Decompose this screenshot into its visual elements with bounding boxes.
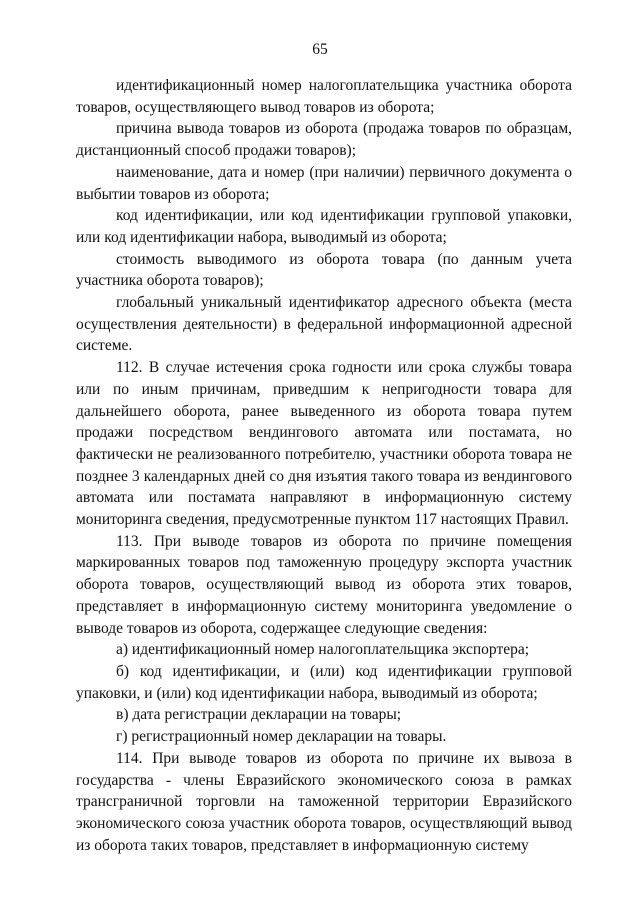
page-number: 65 [312,41,328,58]
document-body [76,75,572,856]
paragraph-withdrawal-reason: причина вывода товаров из оборота (продажа товаров по образцам, дистанционный способ продажи товаров); [76,120,572,160]
paragraph-primary-document: наименование, дата и номер (при наличии) первичного документа о выбытии товаров из оборота; [76,163,572,203]
paragraph-clause-113: 113. При выводе товаров из оборота по причине помещения маркированных товаров под таможенную процедуру экспорта участник оборота товаров, осуществляющий вывод из оборота этих товаров, представляет в информационную систему мониторинга уведомление о выводе товаров из оборота, содержащее следующие сведения: [76,532,572,637]
paragraph-global-identifier: глобальный уникальный идентификатор адресного объекта (места осуществления деятельности) в федеральной информационной адресной системе. [76,294,572,355]
paragraph-clause-113-g: г) регистрационный номер декларации на товары. [116,728,447,746]
paragraph-inn: идентификационный номер налогоплательщика участника оборота товаров, осуществляющего вывод товаров из оборота; [76,77,572,116]
paragraph-clause-114: 114. При выводе товаров из оборота по причине их вывоза в государства - члены Евразийского экономического союза в рамках трансграничной торговли на таможенной территории Евразийского экономического союза участник оборота товаров, осуществляющий вывод из оборота таких товаров, представляет в информационную систему [76,749,572,854]
paragraph-cost: стоимость выводимого из оборота товара (по данным учета участника оборота товаров); [76,250,572,290]
paragraph-clause-112: 112. В случае истечения срока годности или срока службы товара или по иным причинам, приведшим к непригодности товара для дальнейшего оборота, ранее выведенного из оборота товара путем продажи посредством вендингового автомата или постамата, но фактически не реализованного потребителю, участники оборота товара не позднее 3 календарных дней со дня изъятия такого товара из вендингового автомата или постамата направляют в информационную систему мониторинга сведения, предусмотренные пунктом 117 настоящих Правил. [76,359,572,529]
paragraph-clause-113-a: а) идентификационный номер налогоплательщика экспортера; [116,641,530,659]
paragraph-clause-113-b: б) код идентификации, и (или) код идентификации групповой упаковки, и (или) код идентификации набора, выводимый из оборота; [76,662,572,702]
paragraph-clause-113-v: в) дата регистрации декларации на товары; [116,706,402,724]
paragraph-identification-code: код идентификации, или код идентификации групповой упаковки, или код идентификации набора, выводимый из оборота; [76,207,572,246]
